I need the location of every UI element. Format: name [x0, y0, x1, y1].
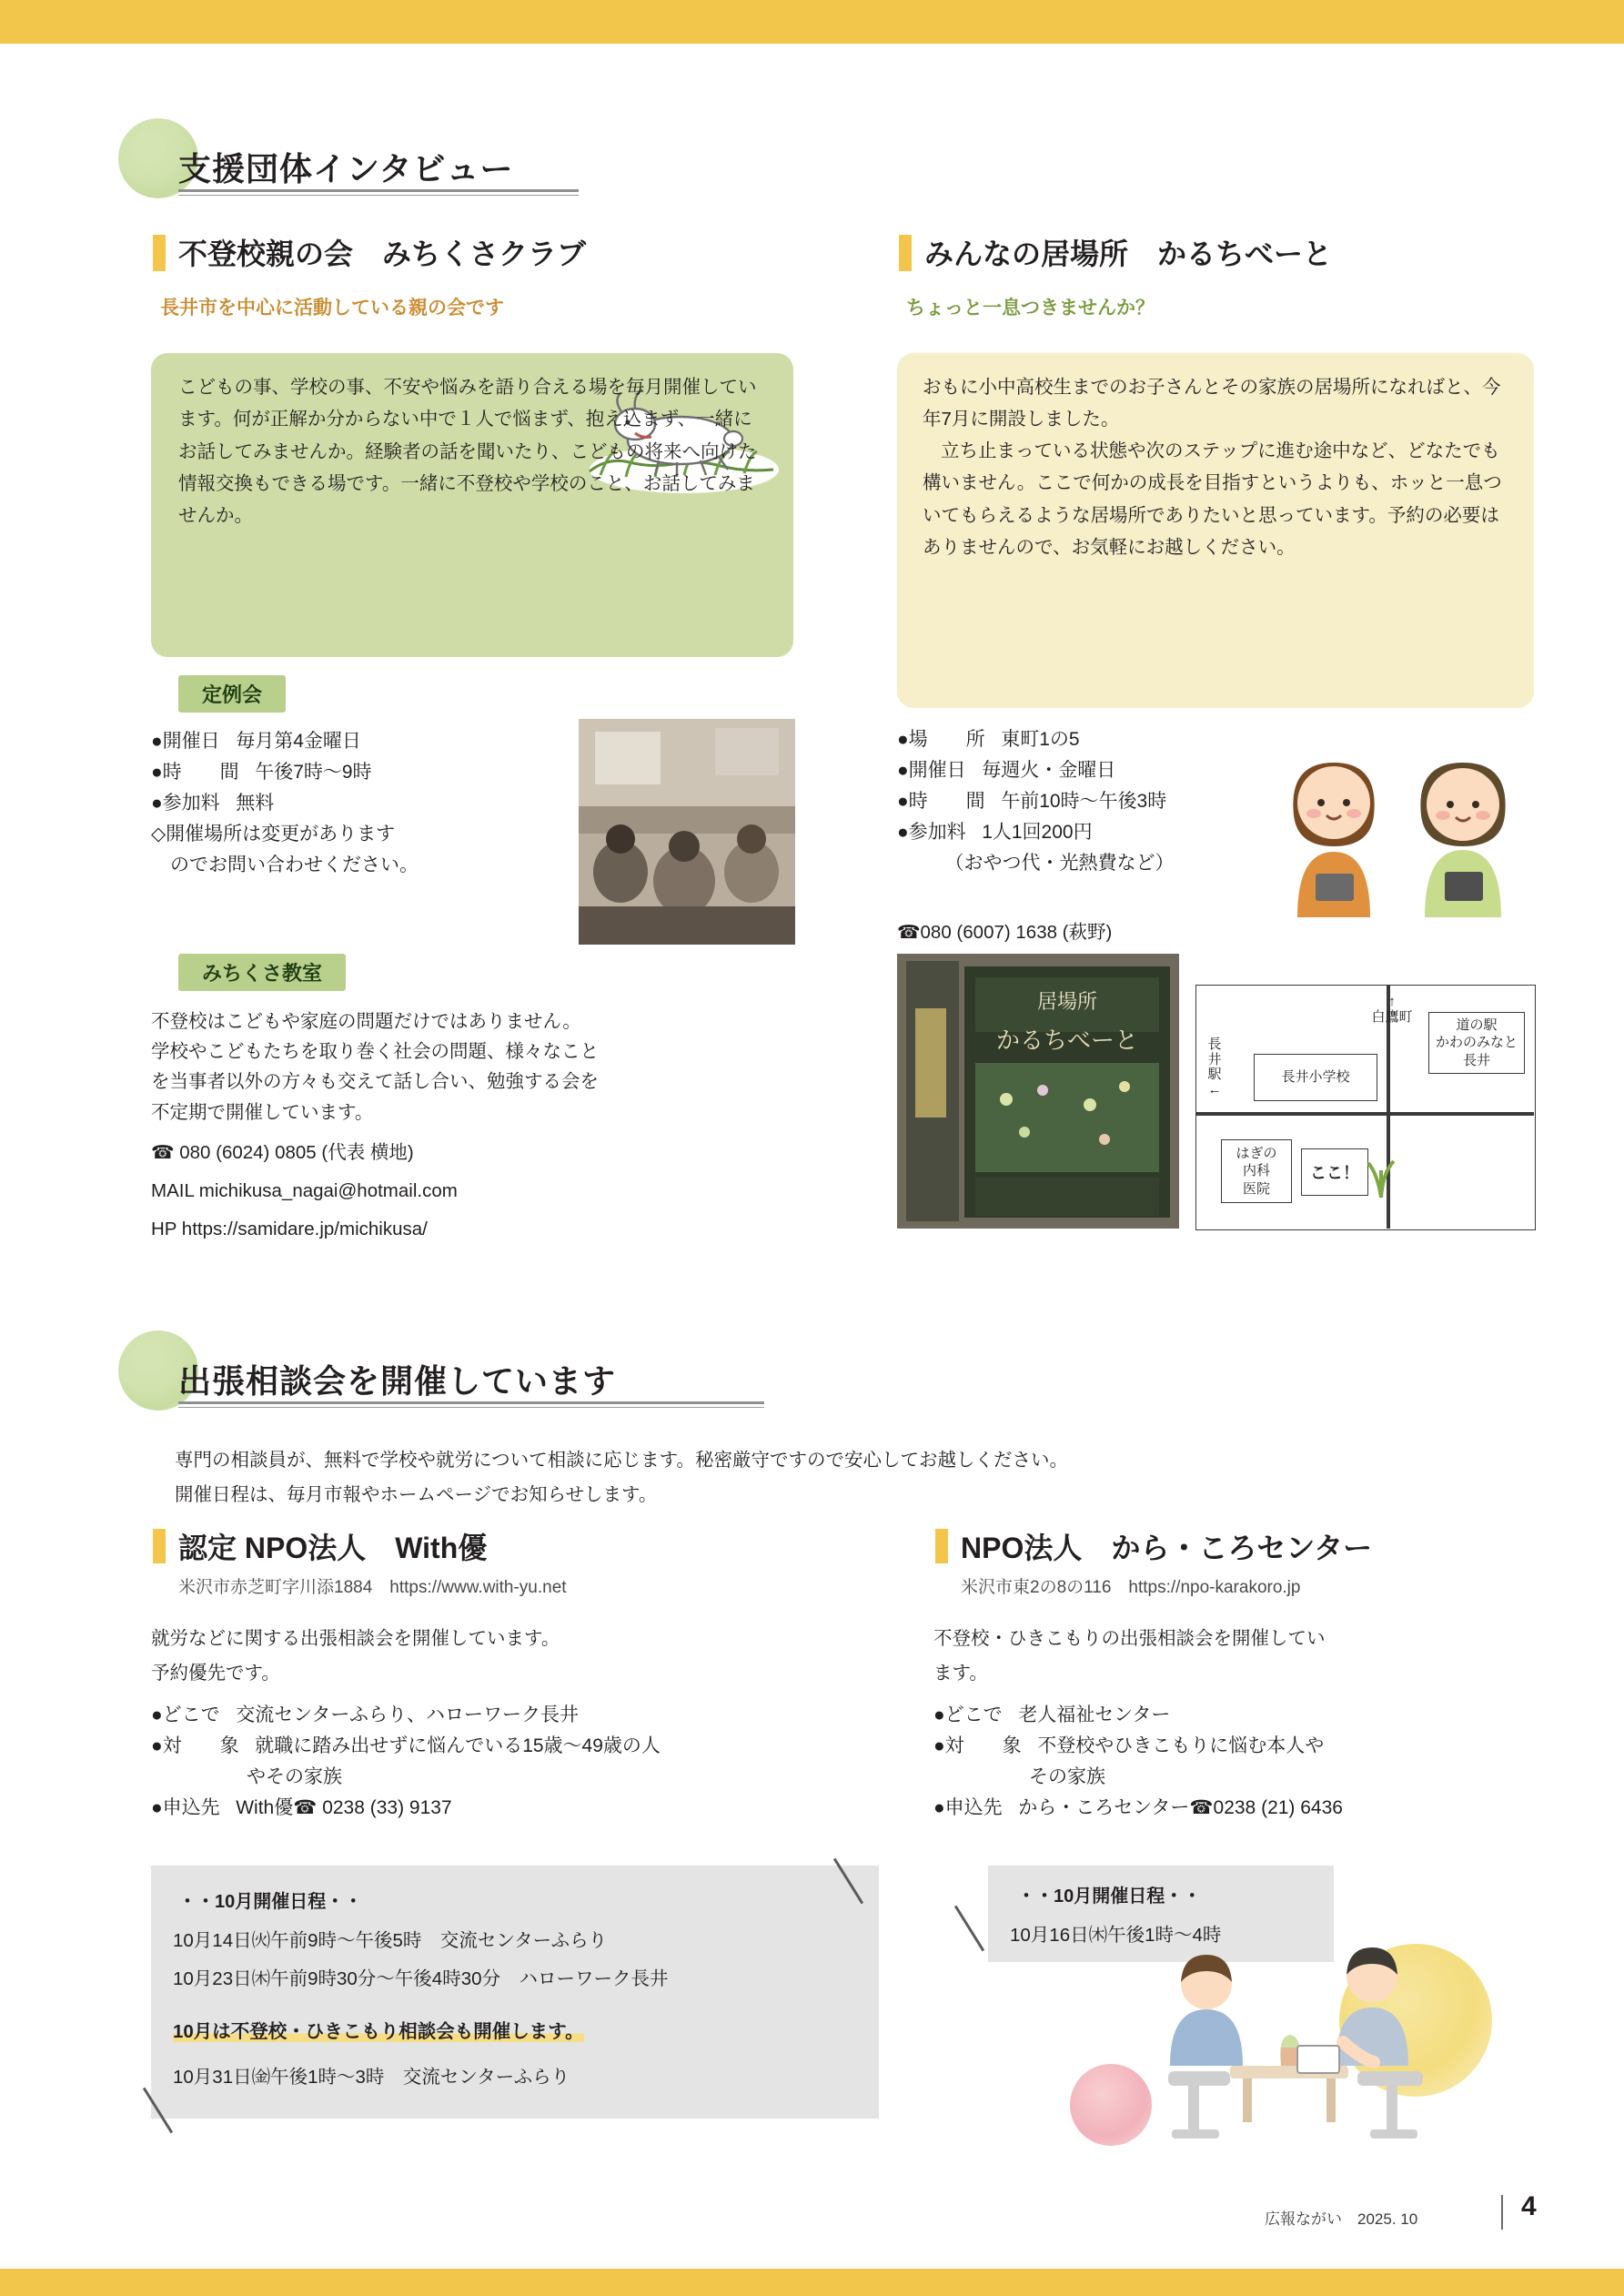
- contact-hp-michikusa[interactable]: HP https://samidare.jp/michikusa/: [151, 1219, 428, 1239]
- org-title-karuchibeeto: みんなの居場所 かるちべーと: [924, 238, 1333, 270]
- k-info-value-1: 毎週火・金曜日: [982, 760, 1116, 782]
- k2-value-2: その家族: [933, 1766, 1105, 1788]
- w-value-3: With優☎ 0238 (33) 9137: [236, 1797, 452, 1819]
- tab-marker-withyu: [153, 1529, 166, 1563]
- org-address-withyu[interactable]: 米沢市赤芝町字川添1884 https://www.with-yu.net: [178, 1578, 567, 1597]
- karakoro-panel-line1: 10月16日㈭午後1時〜4時: [1010, 1925, 1222, 1946]
- consult-lead-line2: 開催日程は、毎月市報やホームページでお知らせします。: [175, 1484, 658, 1505]
- w-value-0: 交流センターふらり、ハローワーク長井: [236, 1704, 579, 1725]
- body2-line3: を当事者以外の方々も交えて話し合い、勉強する会を: [151, 1071, 599, 1093]
- org-title-michikusa: 不登校親の会 みちくさクラブ: [178, 238, 587, 270]
- bottom-color-band: [0, 2269, 1624, 2296]
- info-note-line2: のでお問い合わせください。: [151, 855, 419, 876]
- k-info-label-0: ●場 所: [897, 729, 985, 750]
- section-heading-interview: 支援団体インタビュー: [178, 150, 514, 187]
- photo-meeting: [579, 719, 795, 945]
- k-info-value-4: （おやつ代・光熱費など）: [897, 853, 1175, 875]
- info-label-1: ●時 間: [151, 762, 239, 784]
- map-road-horizontal: [1195, 1112, 1534, 1116]
- withyu-panel-title: ・・10月開催日程・・: [178, 1892, 363, 1912]
- info-label-0: ●開催日: [151, 731, 220, 752]
- intro-text-karuchibeeto-p2: 立ち止まっている状態や次のステップに進む途中など、どなたでも構いません。ここで何かの成長を目指すというよりも、ホッと一息ついてもらえるような居場所でありたいと思っています。予約の必要はありませんので、お気軽にお越しください。: [923, 440, 1502, 558]
- map-here-marker: ここ！: [1301, 1148, 1368, 1196]
- k-info-label-1: ●開催日: [897, 760, 966, 782]
- withyu-panel-line2: 10月23日㈭午前9時30分〜午後4時30分 ハローワーク長井: [173, 1968, 669, 1989]
- map-label-shirataka: ↑ 白鷹町: [1371, 994, 1413, 1026]
- intro-text-karuchibeeto-p1: おもに小中高校生までのお子さんとその家族の居場所になればと、今年7月に開設しました。: [923, 377, 1501, 430]
- intro-text-michikusa: こどもの事、学校の事、不安や悩みを語り合える場を毎月開催しています。何が正解か分からない中で１人で悩まず、抱え込まず、一緒にお話してみませんか。経験者の話を聞いたり、こどもの将来へ向けた情報交換もできる場です。一緒に不登校や学校のこと、お話してみませんか。: [178, 377, 757, 526]
- k2-label-3: ●申込先: [933, 1797, 1003, 1819]
- karakoro-panel-title: ・・10月開催日程・・: [1017, 1886, 1202, 1907]
- body2-line2: 学校やこどもたちを取り巻く社会の問題、様々なこと: [151, 1041, 599, 1063]
- org-title-withyu: 認定 NPO法人 With優: [178, 1532, 488, 1564]
- org-subtitle-michikusa: 長井市を中心に活動している親の会です: [160, 298, 504, 319]
- consult-lead-line1: 専門の相談員が、無料で学校や就労について相談に応じます。秘密厳守ですので安心してお越しください。: [175, 1450, 1068, 1471]
- info-list-karuchibeeto: [897, 724, 1175, 879]
- photo-signboard: [897, 954, 1179, 1229]
- w-label-3: ●申込先: [151, 1797, 220, 1819]
- withyu-info-list: [151, 1700, 661, 1824]
- k-info-value-0: 東町1の5: [1001, 729, 1080, 750]
- map-box-hagino-clinic: はぎの 内科 医院: [1221, 1139, 1292, 1203]
- k2-label-1: ●対 象: [933, 1735, 1022, 1757]
- map-box-michinoeki: 道の駅 かわのみなと 長井: [1428, 1012, 1525, 1074]
- two-people-illustration: [1274, 728, 1528, 919]
- map-label-nagai-station: 長 井 駅 ←: [1207, 1037, 1222, 1097]
- consultation-illustration: [1128, 1929, 1456, 2148]
- chip-michikusa-class: みちくさ教室: [178, 954, 346, 991]
- panel2-corner-slash-bl: [954, 1906, 984, 1952]
- tab-marker-right: [899, 235, 912, 271]
- top-color-band: [0, 0, 1624, 44]
- info-list-michikusa: [151, 726, 419, 881]
- k-info-label-2: ●時 間: [897, 791, 985, 813]
- w-value-1: 就職に踏み出せずに悩んでいる15歳〜49歳の人: [255, 1735, 661, 1757]
- heading-underline-1: [178, 189, 579, 192]
- svg-text:かるちべーと: かるちべーと: [995, 1027, 1139, 1054]
- k2-label-0: ●どこで: [933, 1704, 1003, 1725]
- plant-icon: [1363, 1139, 1399, 1199]
- heading-underline-2b: [178, 1407, 764, 1408]
- heading-underline-2: [178, 1401, 764, 1404]
- k-info-label-3: ●参加料: [897, 822, 966, 844]
- body2-line1: 不登校はこどもや家庭の問題だけではありません。: [151, 1011, 581, 1032]
- body2-line4: 不定期で開催しています。: [151, 1101, 374, 1123]
- tab-marker-left: [153, 235, 166, 271]
- k2-value-3: から・ころセンター☎0238 (21) 6436: [1018, 1797, 1343, 1819]
- info-value-2: 無料: [236, 793, 275, 814]
- w-label-0: ●どこで: [151, 1704, 220, 1725]
- withyu-body-line1: 就労などに関する出張相談会を開催しています。: [151, 1628, 560, 1649]
- w-value-2: やその家族: [151, 1766, 342, 1788]
- karakoro-body-line1: 不登校・ひきこもりの出張相談会を開催してい: [933, 1628, 1326, 1649]
- info-value-0: 毎月第4金曜日: [236, 731, 361, 752]
- org-address-karakoro[interactable]: 米沢市東2の8の116 https://npo-karakoro.jp: [961, 1578, 1301, 1597]
- body-michikusa-class: [151, 1006, 806, 1128]
- page-number: 4: [1521, 2191, 1537, 2221]
- svg-text:居場所: 居場所: [1036, 990, 1098, 1013]
- karakoro-body-line2: ます。: [933, 1663, 988, 1684]
- contact-tel-michikusa: ☎ 080 (6024) 0805 (代表 横地): [151, 1142, 414, 1163]
- w-label-1: ●対 象: [151, 1735, 239, 1757]
- footer-text: 広報ながい 2025. 10: [1265, 2210, 1418, 2228]
- withyu-panel-line3: 10月31日㈮午後1時〜3時 交流センターふらり: [173, 2067, 570, 2088]
- info-note-line1: ◇開催場所は変更があります: [151, 824, 396, 845]
- chip-regular-meeting: 定例会: [178, 675, 286, 713]
- k2-value-0: 老人福祉センター: [1018, 1704, 1171, 1725]
- k-info-value-3: 1人1回200円: [982, 822, 1093, 844]
- withyu-body-line2: 予約優先です。: [151, 1663, 280, 1684]
- k-info-value-2: 午前10時〜午後3時: [1001, 791, 1167, 813]
- info-value-1: 午後7時〜9時: [255, 762, 372, 784]
- karakoro-info-list: [933, 1700, 1343, 1824]
- org-title-karakoro: NPO法人 から・ころセンター: [961, 1532, 1373, 1564]
- k2-value-1: 不登校やひきこもりに悩む本人や: [1037, 1735, 1325, 1757]
- contact-mail-michikusa[interactable]: MAIL michikusa_nagai@hotmail.com: [151, 1180, 458, 1201]
- withyu-panel-highlight: 10月は不登校・ひきこもり相談会も開催します。: [173, 2021, 584, 2042]
- org-subtitle-karuchibeeto: ちょっと一息つきませんか？: [906, 298, 1155, 319]
- heading-underline-1b: [178, 195, 579, 196]
- footer-divider: [1501, 2195, 1503, 2230]
- info-label-2: ●参加料: [151, 793, 220, 814]
- withyu-panel-line1: 10月14日㈫午前9時〜午後5時 交流センターふらり: [173, 1930, 608, 1951]
- map-box-nagai-elementary: 長井小学校: [1254, 1054, 1377, 1101]
- section-heading-consult: 出張相談会を開催しています: [178, 1362, 617, 1400]
- contact-tel-karuchibeeto: ☎080 (6007) 1638 (萩野): [897, 922, 1113, 943]
- tab-marker-karakoro: [935, 1529, 948, 1563]
